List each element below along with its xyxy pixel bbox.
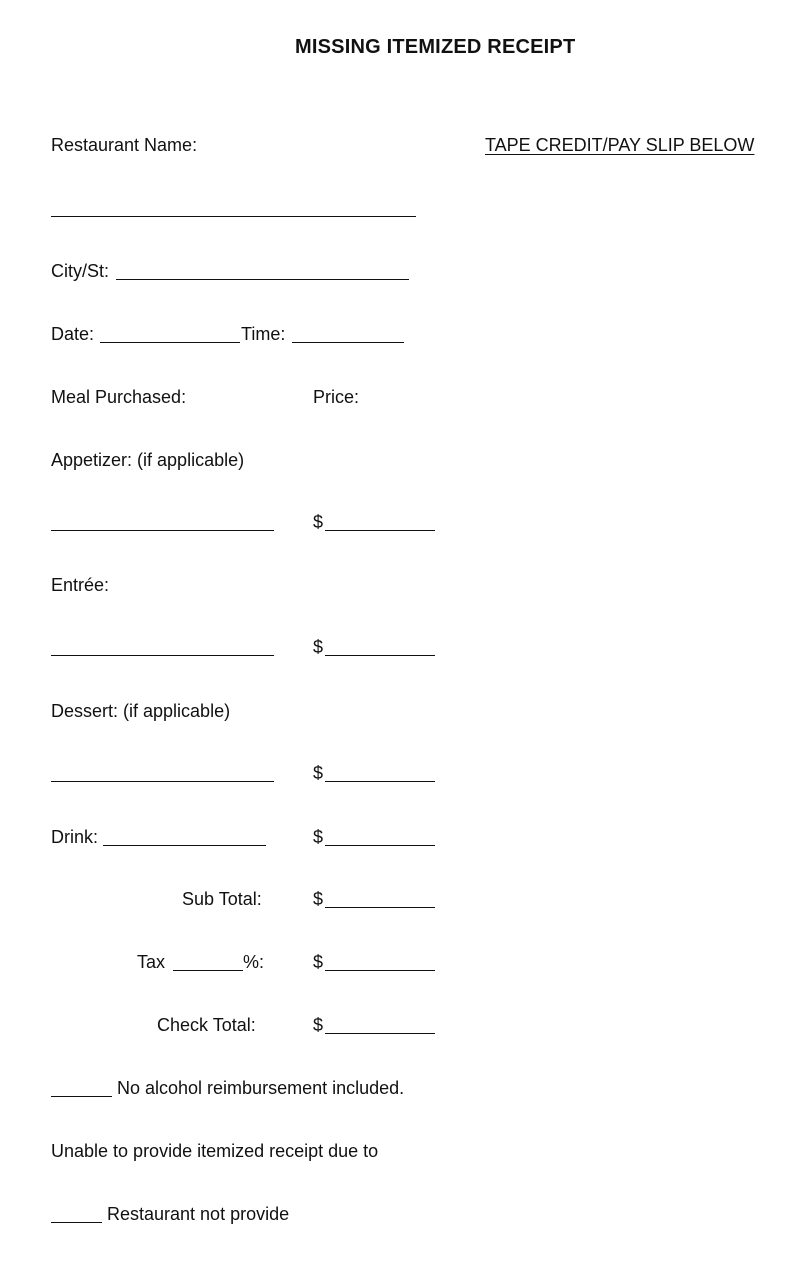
drink-price-field[interactable]: [325, 845, 435, 846]
form-title: MISSING ITEMIZED RECEIPT: [295, 36, 576, 58]
dessert-label: Dessert: (if applicable): [51, 701, 231, 721]
drink-label: Drink:: [51, 827, 99, 847]
entree-label: Entrée:: [51, 575, 110, 595]
check-total-label: Check Total:: [157, 1015, 256, 1035]
appetizer-label: Appetizer: (if applicable): [51, 450, 245, 470]
appetizer-price-field[interactable]: [325, 530, 435, 531]
meal-purchased-label: Meal Purchased:: [51, 387, 187, 407]
drink-item-field[interactable]: [103, 845, 266, 846]
sub-total-dollar-sign: $: [313, 889, 324, 909]
date-label: Date:: [51, 324, 95, 344]
entree-dollar-sign: $: [313, 637, 324, 657]
time-field[interactable]: [292, 342, 404, 343]
tape-credit-note: TAPE CREDIT/PAY SLIP BELOW: [485, 135, 755, 155]
restaurant-not-provide-checkline[interactable]: [51, 1222, 102, 1223]
tax-amount-field[interactable]: [325, 970, 435, 971]
tax-percent-field[interactable]: [173, 970, 243, 971]
appetizer-dollar-sign: $: [313, 512, 324, 532]
check-total-field[interactable]: [325, 1033, 435, 1034]
tax-dollar-sign: $: [313, 952, 324, 972]
tax-percent-label: %:: [243, 952, 265, 972]
drink-dollar-sign: $: [313, 827, 324, 847]
unable-to-provide-text: Unable to provide itemized receipt due to: [51, 1141, 379, 1161]
dessert-price-field[interactable]: [325, 781, 435, 782]
restaurant-name-field[interactable]: [51, 216, 416, 217]
city-state-label: City/St:: [51, 261, 110, 281]
tax-label: Tax: [137, 952, 166, 972]
check-total-dollar-sign: $: [313, 1015, 324, 1035]
date-field[interactable]: [100, 342, 240, 343]
time-label: Time:: [241, 324, 286, 344]
restaurant-not-provide-text: Restaurant not provide: [107, 1204, 290, 1224]
entree-price-field[interactable]: [325, 655, 435, 656]
entree-item-field[interactable]: [51, 655, 274, 656]
city-state-field[interactable]: [116, 279, 409, 280]
dessert-dollar-sign: $: [313, 763, 324, 783]
sub-total-field[interactable]: [325, 907, 435, 908]
dessert-item-field[interactable]: [51, 781, 274, 782]
restaurant-name-label: Restaurant Name:: [51, 135, 198, 155]
no-alcohol-checkline[interactable]: [51, 1096, 112, 1097]
price-label: Price:: [313, 387, 360, 407]
no-alcohol-text: No alcohol reimbursement included.: [117, 1078, 405, 1098]
appetizer-item-field[interactable]: [51, 530, 274, 531]
sub-total-label: Sub Total:: [182, 889, 262, 909]
